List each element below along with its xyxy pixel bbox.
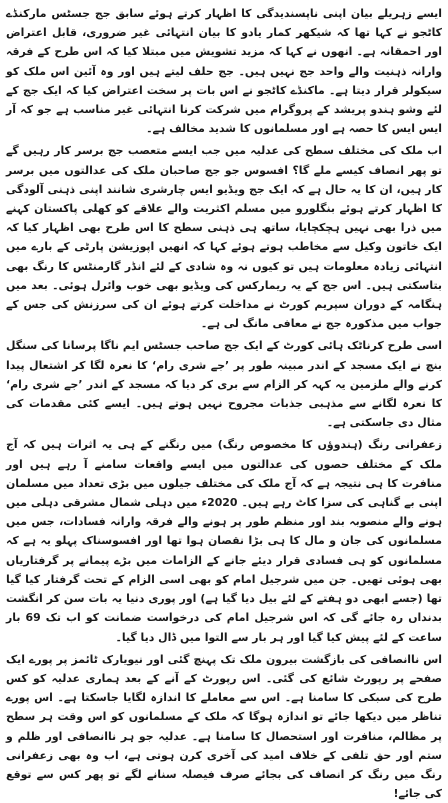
article-paragraph-5: اس ناانصافی کی بازگشت بیرون ملک تک پہنچ گئی اور نیویارک ٹائمز پر پورے ایک صفحے پر رپورٹ شائع کی گئی۔ اس رپورٹ کے آنے کے بعد ہماری عدلیہ کو کس طرح کی سبکی کا سامنا ہے۔ اس سے معاملے کا اندازہ لگایا جاسکتا ہے۔ اس پورے تناظر میں دیکھا جائے تو اندازہ ہوگا کہ ملک کے مسلمانوں کو اس وقت ہر سطح پر مظالم، منافرت اور استحصال کا سامنا ہے۔ عدلیہ جو ہر ناانصافی اور ظلم و ستم اور حق تلفی کے خلاف امید کی آخری کرن ہوتی ہے، اب وہ بھی زعفرانی رنگ میں رنگ کر انصاف کی بجائے صرف فیصلہ سنانے لگے تو پھر کس سے توقع کی جائے!	[6, 652, 442, 801]
article-paragraph-2: اب ملک کی مختلف سطح کی عدلیہ میں جب ایسے متعصب جج برسر کار رہیں گے تو پھر انصاف کیسے ملے گا؟ افسوس جو جج صاحبان ملک کی عدالتوں میں برسر کار ہیں، ان کا یہ حال ہے کہ ایک جج ویڈیو ایس چارشری شانند اپنی ذہنی آلودگی کا اظہار کرتے ہوئے بنگلورو میں مسلم اکثریت والے علاقے کو کھلی پاکستان کہنے میں ذرا بھی نہیں ہچکچایا، ساتھ ہی ذہنی سطح کا اس طرح بھی اظہار کیا کہ ایک خاتون وکیل سے مخاطب ہوتے ہوئے کہا کہ انھیں اپوزیشن پارٹی کے بارے میں انتہائی زیادہ معلومات ہیں تو کیوں نہ وہ شادی کے لئے انڈر گارمنٹس کا رنگ بھی بتاسکتی ہیں۔ اس جج کے یہ ریمارکس کی ویڈیو بھی خوب وائرل ہوئی۔ بعد میں ہنگامہ کے دوران سپریم کورٹ نے مداخلت کرتے ہوئے ان کی سرزنش کی جس کے جواب میں مذکورہ جج نے معافی مانگ لی ہے۔	[6, 144, 442, 331]
article-paragraph-4: زعفرانی رنگ (ہندوؤں کا مخصوص رنگ) میں رنگنے کے ہی یہ اثرات ہیں کہ آج ملک کے مختلف حصوں کی عدالتوں میں ایسے واقعات سامنے آ رہے ہیں اور منافرت کا ہی نتیجہ ہے کہ آج ملک کی مختلف جیلوں میں بڑی تعداد میں مسلمان اپنی بے گناہی کی سزا کاٹ رہے ہیں۔ 2020ء میں دہلی شمال مشرقی دہلی میں ہونے والے منصوبہ بند اور منظم طور پر ہونے والے فرقہ وارانہ فسادات، جس میں مسلمانوں کی جان و مال کا ہی بڑا نقصان ہوا تھا اور افسوسناک پہلو یہ ہے کہ مسلمانوں کو ہی فسادی قرار دیئے جانے کے الزامات میں بڑے پیمانے پر گرفتاریاں بھی ہوئی تھیں۔ جن میں شرجیل امام کو بھی اسی الزام کے تحت گرفتار کیا گیا تھا (جسے ابھی دو ہفتے کے لئے بیل دیا گیا ہے) اور پوری دنیا یہ بات سن کر انگشت بدنداں رہ جائے گی کہ اس شرجیل امام کی درخواست ضمانت کو اب تک 69 بار ساعت کے لئے پیش کیا گیا اور ہر بار سے التوا میں ڈال دیا گیا۔	[6, 438, 442, 644]
article-paragraph-3: اسی طرح کرناٹک ہائی کورٹ کے ایک جج صاحب جسٹس ایم ناگا پرسانا کی سنگل بنچ نے ایک مسجد کے اندر مبینہ طور پر ’جے شری رام‘ کا نعرہ لگا کر اشتعال پیدا کرنے والے ملزمین یہ کہہ کر الزام سے بری کر دیا کہ مسجد کے اندر ’جے شری رام‘ کا نعرہ لگانے سے مذہبی جذبات مجروح نہیں ہوتے ہیں۔ ایسے کئی مقدمات کی مثال دی جاسکتی ہے۔	[6, 339, 442, 430]
article-paragraph-1: ایسے زہریلے بیان اپنی ناپسندیدگی کا اظہار کرتے ہوئے سابق جج جسٹس مارکنڈے کاٹجو نے کہا تھا کہ شیکھر کمار یادو کا بیان انتہائی غیر ضروری، قابل اعتراض اور احمقانہ ہے۔ انھوں نے کہا کہ مزید تشویش میں مبتلا کیا کہ اس طرح کے فرقہ وارانہ ذہنیت والے واحد جج نہیں ہیں۔ جج حلف لیتے ہیں اور وہ آئین اس ملک کو سیکولر قرار دیتا ہے۔ ماکنڈے کاٹجو نے اس بات پر سخت اعتراض کیا کہ ایک جج کے لئے وشو ہندو پریشد کے پروگرام میں شرکت کرنا انتہائی غیر مناسب ہے جو کہ آر ایس ایس کا حصہ ہے اور مسلمانوں کا شدید مخالف ہے۔	[6, 7, 442, 136]
